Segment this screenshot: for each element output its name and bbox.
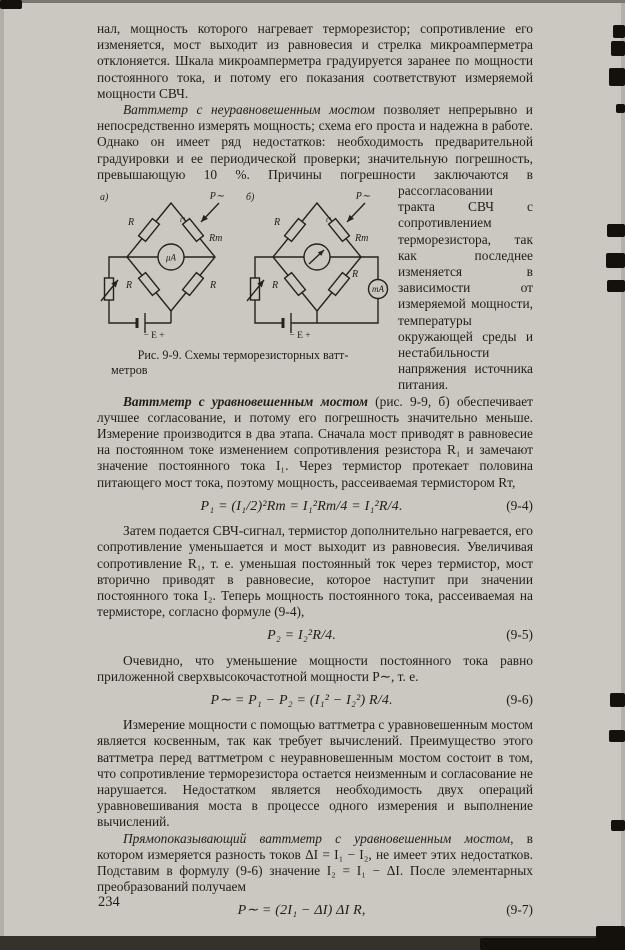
paragraph-4-text: Затем подается СВЧ-сигнал, термистор дополнительно нагревается, его сопротивление уменьшается и мост выходит из равновесия. Увеличивая сопротивление R₁, т. е. уменьшая постоянный ток через термистор, мост вторично приводят в равновесие, которое наступит при значении постоянного тока I₂. Теперь мощность постоянного тока, рассеиваемая на термисторе, согласно формуле (9-4), [97, 523, 533, 620]
page-number: 234 [98, 894, 120, 910]
ink-mark [607, 224, 625, 237]
resistor-label: R [273, 217, 281, 229]
thermistor-label: Rт [209, 233, 223, 245]
paragraph-1 [97, 21, 533, 102]
power-label-b: P∼ [355, 191, 371, 203]
paragraph-7-text: , в котором измеряется разность токов ΔI = I₁ − I₂, не имеет этих недостатков. Подставим в формулу (9-6) значение I₂ = I₁ − ΔI. После элементарных преобразований получаем [97, 830, 533, 895]
ink-mark [611, 820, 625, 831]
circuit-diagram-b [243, 189, 389, 341]
equation-expression: P₂ = I₂²R/4. [267, 628, 337, 644]
page-edge-right [621, 0, 625, 950]
bridge-a-resistors [101, 219, 203, 301]
bridge-b-resistors [247, 219, 349, 301]
paragraph-3-text: (рис. 9-9, б) обеспечивает лучшее согласование, и потому его погрешность значительно меньше. Измерение производится в два этапа. Сначала мост приводят в равновесие на постоянном токе изменением сопротивления резистора R₁ и замечают значение постоянного тока I₁. Через термистор протекает половина питающего мост тока, поэтому мощность, рассеиваемая термистором Rт, [97, 393, 533, 490]
equation-9-7 [97, 902, 533, 919]
page-edge-top [0, 0, 625, 3]
equation-expression: P∼ = (2I₁ − ΔI) ΔI R, [237, 903, 366, 919]
resistor-label: R [271, 280, 279, 292]
power-arrow-a [199, 203, 219, 224]
paragraph-6-text: Измерение мощности с помощью ваттметра с уравновешенным мостом является косвенным, так как требует вычислений. Преимущество этого ваттметра перед ваттметром с неуравновешенным мостом состоит в том, что сопротивление терморезистора остается неизменным и согласование не нарушается. Недостатком является необходимость двух операций уравновешивания моста в процессе одного измерения и выполнение вычислений. [97, 717, 533, 830]
equation-number: (9-4) [506, 497, 533, 513]
diagram-a-label: а) [100, 192, 109, 204]
milliammeter-label: mA [372, 284, 384, 295]
ink-mark [610, 693, 625, 707]
paragraph-5 [97, 653, 533, 685]
paragraph-2-text-a: позволяет непрерывно и непосредственно измерять мощность; схема его проста и надежна в работе. Однако он имеет ряд недостатков: необходимость предварительной градуировки и ее периодической проверки; значительную погрешность, превышающую 10 %. Причины погрешности заключаются [97, 102, 533, 182]
text-block [97, 21, 533, 928]
equation-number: (9-7) [506, 902, 533, 918]
equation-9-4 [97, 498, 533, 515]
circuit-diagram-a [97, 189, 243, 341]
paragraph-3 [97, 394, 533, 491]
power-label-a: P∼ [209, 191, 225, 203]
equation-number: (9-5) [506, 627, 533, 643]
ink-mark [606, 253, 625, 268]
paragraph-2 [97, 102, 533, 394]
paragraph-7-lead: Прямопоказывающий ваттметр с уравновешенным мостом [123, 830, 511, 846]
ink-mark [611, 41, 625, 56]
microammeter-label: μA [165, 252, 177, 263]
temperature-label: t° [180, 215, 186, 225]
ink-mark [609, 730, 625, 742]
paragraph-3-lead: Ваттметр с уравновешенным мостом [123, 393, 368, 409]
paragraph-5-text: Очевидно, что уменьшение мощности постоянного тока равно приложенной сверхвысокочастотной мощности P∼, т. е. [97, 652, 533, 684]
page-edge-left [0, 0, 4, 950]
battery-label: − E + [289, 331, 311, 342]
paragraph-7 [97, 831, 533, 896]
ink-mark [0, 0, 22, 9]
figure-diagrams [97, 189, 389, 341]
ink-mark [609, 68, 625, 86]
bridge-a-wires [109, 203, 215, 333]
paragraph-6 [97, 717, 533, 830]
resistor-label: R [127, 217, 135, 229]
equation-9-5 [97, 627, 533, 644]
diagram-b-label: б) [246, 192, 255, 204]
resistor-label: R [351, 269, 359, 281]
power-arrow-b [345, 203, 365, 224]
galvanometer [304, 244, 330, 270]
battery-label: − E + [143, 331, 165, 342]
thermistor-label: Rт [355, 233, 369, 245]
ink-mark [616, 104, 625, 113]
equation-expression: P∼ = P₁ − P₂ = (I₁² − I₂²) R/4. [210, 692, 393, 708]
equation-expression: P₁ = (I₁/2)²Rт = I₁²Rт/4 = I₁²R/4. [200, 498, 403, 514]
milliammeter [369, 280, 388, 299]
equation-9-6 [97, 692, 533, 709]
paragraph-2-lead: Ваттметр с неуравновешенным мостом [123, 102, 375, 118]
paragraph-4 [97, 523, 533, 620]
equation-number: (9-6) [506, 691, 533, 707]
ink-mark [613, 25, 625, 38]
paragraph-2-text-b: в рассогласовании тракта СВЧ с сопротивлением терморезистора, так как последнее изменяется в зависимости от измеряемой мощности, температуры окружающей среды и нестабильности напряжения источника питания. [398, 166, 533, 393]
ink-mark [480, 938, 625, 950]
resistor-label: R [125, 280, 133, 292]
paragraph-1-text: нал, мощность которого нагревает терморезистор; сопротивление его изменяется, мост выходит из равновесия и стрелка микроамперметра отклоняется. Шкала микроамперметра градуируется заранее по мощности постоянного тока, и потому его показания соответствуют измеряемой мощности СВЧ. [97, 21, 533, 101]
figure-caption-line-1: Рис. 9-9. Схемы терморезисторных ватт- [137, 348, 349, 363]
resistor-label: R [209, 280, 217, 292]
microammeter [158, 244, 184, 270]
figure-caption-line-2: метров [111, 363, 148, 378]
temperature-label: t° [326, 215, 332, 225]
ink-mark [607, 280, 625, 292]
figure-9-9 [97, 189, 389, 378]
